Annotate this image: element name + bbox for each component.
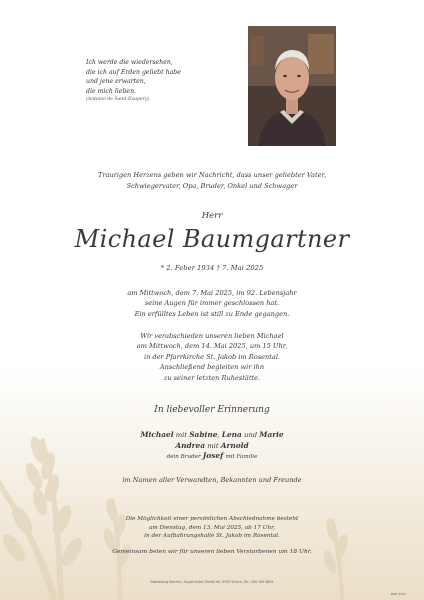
connector-text: mit <box>207 441 219 450</box>
funeral-line: zu seiner letzten Ruhestätte. <box>163 373 261 382</box>
mourner-name: Andrea <box>175 440 206 450</box>
portrait-image <box>248 26 336 146</box>
portrait-photo <box>248 26 336 146</box>
memorial-quote <box>86 58 236 103</box>
death-notice-line: seine Augen für immer geschlossen hat. <box>144 299 280 308</box>
funeral-home-footer: Bestattung Kärnten, Klagenfurter Straße 60, 9500 Villach, Tel.: 050 199 6609 <box>150 580 274 584</box>
announcement-intro <box>60 170 364 191</box>
viewing-line: am Dienstag, dem 13. Mai 2025, ab 17 Uhr, <box>148 524 276 531</box>
mourner-name: Sabine <box>189 430 218 439</box>
connector-text: mit Familie <box>225 454 258 461</box>
funeral-line: am Mittwoch, dem 14. Mai 2025, um 15 Uhr, <box>136 342 288 351</box>
intro-line: Traurigen Herzens geben wir Nachricht, dass unser geliebter Vater, <box>97 171 327 179</box>
death-notice-line: am Mittwoch, dem 7. Mai 2025, im 92. Lebensjahr <box>127 289 297 297</box>
connector-text: dein Bruder <box>166 454 201 461</box>
death-notice-line: Ein erfülltes Leben ist still zu Ende gegangen. <box>134 309 290 318</box>
mourner-name: Marie <box>259 430 284 439</box>
quote-line: die ich auf Erden geliebt habe <box>86 68 181 76</box>
salutation: Herr <box>201 211 223 221</box>
mourner-name: Arnold <box>220 440 249 450</box>
funeral-line: in der Pfarrkirche St. Jakob im Rosental. <box>143 352 281 361</box>
mourner-name: Josef <box>202 451 224 461</box>
mourners-list <box>60 430 364 463</box>
mourners-line <box>60 451 364 463</box>
quote-line: Ich werde die wiedersehen, <box>86 59 173 66</box>
mourners-line <box>60 441 364 452</box>
deceased-name: Michael Baumgartner <box>74 225 350 253</box>
death-notice <box>60 288 364 319</box>
life-dates: * 2. Feber 1934 † 7. Mai 2025 <box>160 264 264 272</box>
mourners-line <box>60 430 364 441</box>
connector-text: , <box>217 431 220 439</box>
document-code: BOP 9221 <box>391 592 406 596</box>
relatives-line: im Namen aller Verwandten, Bekannten und Freunde <box>122 476 302 484</box>
quote-line: und jene erwarten, <box>86 78 146 86</box>
memory-heading: In liebevoller Erinnerung <box>154 405 270 415</box>
viewing-line: Die Möglichkeit einer persönlichen Abschiednahme besteht <box>125 516 299 522</box>
quote-author: (Antoine de Saint-Exupery) <box>86 97 150 103</box>
viewing-line: in der Aufbahrungshalle St. Jakob im Rosental. <box>144 533 280 540</box>
funeral-line: Wir verabschieden unseren lieben Michael <box>140 332 284 340</box>
mourner-name: Michael <box>140 430 174 439</box>
connector-text: mit <box>175 431 188 439</box>
connector-text: und <box>243 431 258 439</box>
intro-line: Schwiegervater, Opa, Bruder, Onkel und Schwager <box>126 181 298 190</box>
prayer-notice: Gemeinsam beten wir für unseren lieben Verstorbenen um 18 Uhr. <box>112 549 312 555</box>
viewing-notice <box>60 515 364 541</box>
quote-line: die mich lieben. <box>86 87 137 95</box>
funeral-line: Anschließend begleiten wir ihn <box>159 363 265 372</box>
mourner-name: Lena <box>221 430 242 439</box>
funeral-details <box>60 331 364 383</box>
